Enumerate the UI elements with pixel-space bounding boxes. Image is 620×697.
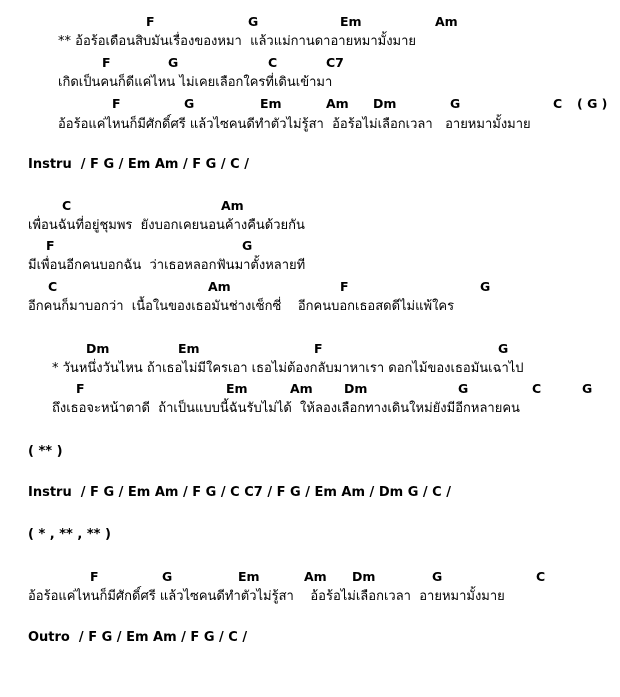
chord: Em [226,381,248,396]
verse1-chord-line-1 [0,14,620,30]
chord: G [248,14,259,29]
chord: G [184,96,195,111]
chord: F [90,569,99,584]
chord: F [112,96,121,111]
chord: Em [260,96,282,111]
chord: G [162,569,173,584]
chord: Am [208,279,231,294]
chord: C [553,96,563,111]
instrumental-line-1: Instru / F G / Em Am / F G / C / [28,157,249,172]
chord: Dm [373,96,397,111]
chord: C [268,55,278,70]
chord: G [450,96,461,111]
verse2-chord-line-3 [0,279,620,295]
chord: G [242,238,253,253]
chord: Am [290,381,313,396]
chord: G [432,569,443,584]
verse1-lyric-line-1: ** อ้อร้อเดือนสิบมันเรื่องของหมา แล้วแม่กานดาอายหมามั้งมาย [58,34,417,49]
chord: G [168,55,179,70]
chorus-chord-line-1 [0,341,620,357]
chord: Em [340,14,362,29]
verse1-chord-line-2 [0,55,620,71]
repeat-marker-1: ( ** ) [28,444,63,459]
chord: G [458,381,469,396]
repeat-marker-2: ( * , ** , ** ) [28,527,111,542]
chorus-chord-line-2 [0,381,620,397]
instrumental-line-2: Instru / F G / Em Am / F G / C C7 / F G / Em Am / Dm G / C / [28,485,451,500]
chorus-lyric-line-2: ถึงเธอจะหน้าตาดี ถ้าเป็นแบบนี้ฉันรับไม่ได้ ให้ลองเลือกทางเดินใหม่ยังมีอีกหลายคน [52,401,520,416]
chord: F [314,341,323,356]
verse2-chord-line-2 [0,238,620,254]
chorus-lyric-line-1: * วันหนึ่งวันไหน ถ้าเธอไม่มีใครเอา เธอไม่ต้องกลับมาหาเรา ดอกไม้ของเธอมันเฉาไป [52,361,524,376]
chord: Dm [344,381,368,396]
chord: Dm [352,569,376,584]
chord: C [536,569,546,584]
verse1-lyric-line-3: อ้อร้อแค่ไหนก็มีศักดิ์ศรี แล้วไซคนดีทำตัวไม่รู้สา อ้อร้อไม่เลือกเวลา อายหมามั้งมาย [58,117,531,132]
ending-lyric-line: อ้อร้อแค่ไหนก็มีศักดิ์ศรี แล้วไซคนดีทำตัวไม่รู้สา อ้อร้อไม่เลือกเวลา อายหมามั้งมาย [28,589,505,604]
verse1-chord-line-3 [0,96,620,112]
chord: C7 [326,55,344,70]
verse2-chord-line-1 [0,198,620,214]
chord: Am [326,96,349,111]
chord: F [46,238,55,253]
ending-chord-line [0,569,620,585]
chord: C [62,198,72,213]
chord: C [48,279,58,294]
chord: G [480,279,491,294]
chord: ( G ) [577,96,608,111]
verse2-lyric-line-2: มีเพื่อนอีกคนบอกฉัน ว่าเธอหลอกฟันมาตั้งหลายที [28,258,306,273]
chord: F [146,14,155,29]
chord: F [102,55,111,70]
chord: Em [178,341,200,356]
verse2-lyric-line-3: อีกคนก็มาบอกว่า เนื้อในของเธอมันช่างเซ็กซี่ อีกคนบอกเธอสดดีไม่แพ้ใคร [28,299,455,314]
chord: G [582,381,593,396]
chord: F [76,381,85,396]
chord: Em [238,569,260,584]
outro-line: Outro / F G / Em Am / F G / C / [28,630,248,645]
chord: F [340,279,349,294]
verse1-lyric-line-2: เกิดเป็นคนก็ดีแค่ไหน ไม่เคยเลือกใครที่เดินเข้ามา [58,75,333,90]
verse2-lyric-line-1: เพื่อนฉันที่อยู่ชุมพร ยังบอกเคยนอนค้างคืนด้วยกัน [28,218,305,233]
chord: Dm [86,341,110,356]
chord: C [532,381,542,396]
chord: Am [221,198,244,213]
chord: G [498,341,509,356]
chord: Am [435,14,458,29]
chord: Am [304,569,327,584]
